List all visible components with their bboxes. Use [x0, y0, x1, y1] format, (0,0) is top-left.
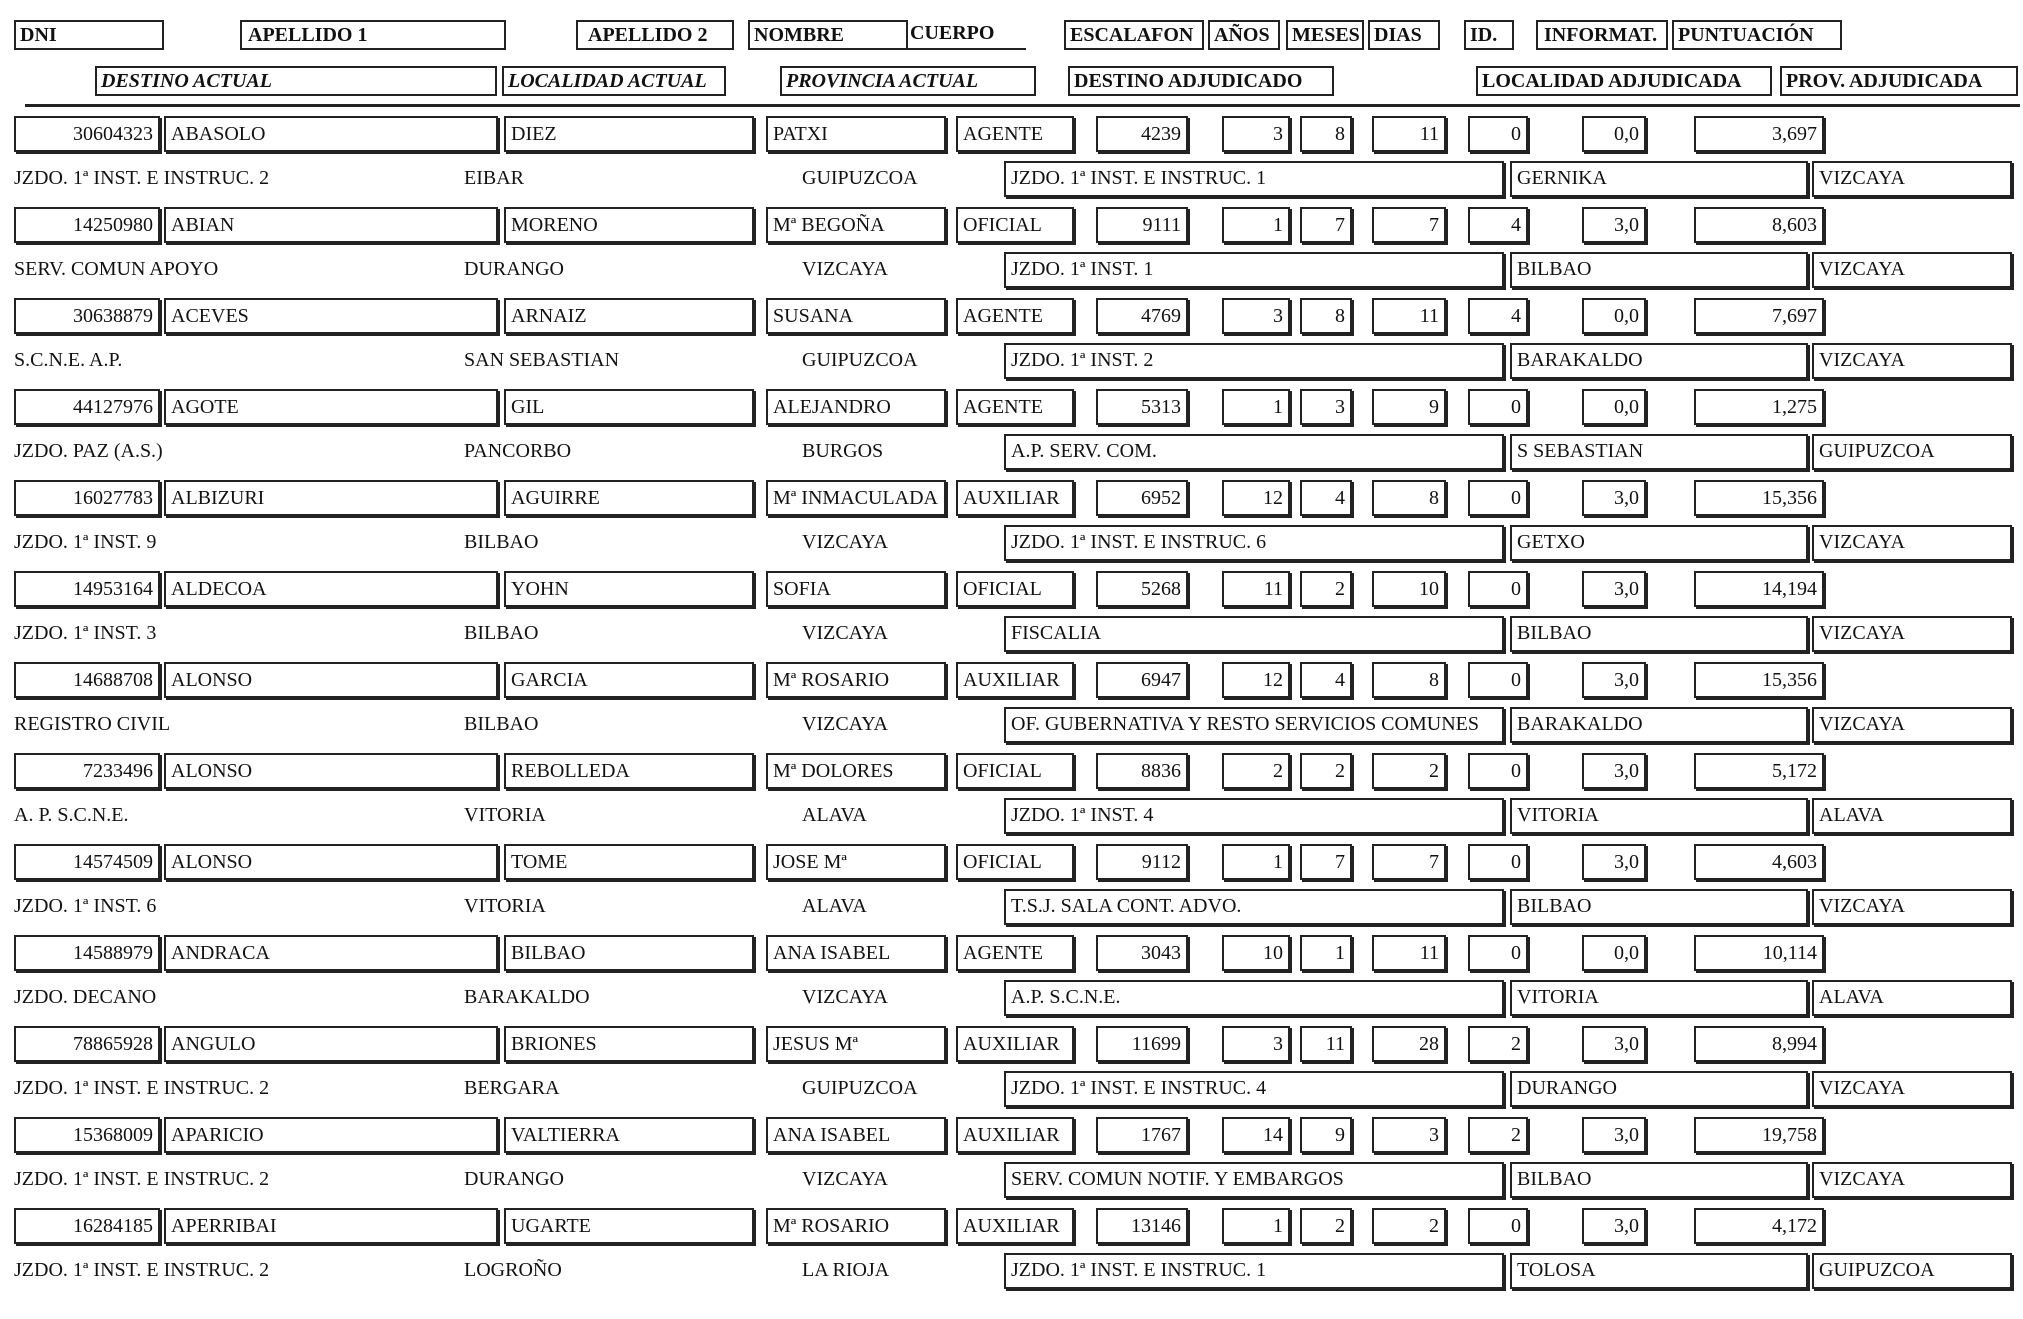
cell-cuerpo: AGENTE — [956, 116, 1074, 152]
cell-informat: 3,0 — [1582, 844, 1646, 880]
cell-cuerpo: AGENTE — [956, 935, 1074, 971]
cell-cuerpo: OFICIAL — [956, 571, 1074, 607]
cell-escalafon: 6947 — [1096, 662, 1188, 698]
cell-puntuacion: 10,114 — [1694, 935, 1824, 971]
cell-dias: 11 — [1372, 116, 1446, 152]
header-localidad-actual: LOCALIDAD ACTUAL — [502, 66, 726, 96]
cell-provincia-actual: GUIPUZCOA — [802, 167, 918, 189]
header-provincia-actual: PROVINCIA ACTUAL — [780, 66, 1036, 96]
cell-prov-adjudicada: VIZCAYA — [1812, 616, 2012, 652]
cell-ap2: MORENO — [504, 207, 754, 243]
cell-nombre: Mª INMACULADA — [766, 480, 946, 516]
cell-localidad-actual: BERGARA — [464, 1077, 560, 1099]
cell-escalafon: 8836 — [1096, 753, 1188, 789]
cell-escalafon: 1767 — [1096, 1117, 1188, 1153]
cell-anos: 1 — [1222, 389, 1290, 425]
cell-meses: 8 — [1300, 116, 1352, 152]
cell-dias: 8 — [1372, 662, 1446, 698]
cell-puntuacion: 3,697 — [1694, 116, 1824, 152]
cell-destino-adjudicado: JZDO. 1ª INST. E INSTRUC. 6 — [1004, 525, 1504, 561]
cell-nombre: Mª DOLORES — [766, 753, 946, 789]
cell-dias: 11 — [1372, 935, 1446, 971]
cell-destino-adjudicado: A.P. S.C.N.E. — [1004, 980, 1504, 1016]
cell-ap2: BRIONES — [504, 1026, 754, 1062]
cell-prov-adjudicada: VIZCAYA — [1812, 889, 2012, 925]
cell-destino-adjudicado: FISCALIA — [1004, 616, 1504, 652]
cell-meses: 9 — [1300, 1117, 1352, 1153]
header-destino-actual: DESTINO ACTUAL — [95, 66, 497, 96]
cell-prov-adjudicada: VIZCAYA — [1812, 343, 2012, 379]
cell-id: 4 — [1468, 298, 1528, 334]
cell-destino-actual: S.C.N.E. A.P. — [14, 349, 123, 371]
cell-dni: 78865928 — [14, 1026, 160, 1062]
cell-id: 0 — [1468, 389, 1528, 425]
cell-dni: 14953164 — [14, 571, 160, 607]
header-meses: MESES — [1286, 20, 1364, 50]
cell-escalafon: 9112 — [1096, 844, 1188, 880]
cell-ap1: APERRIBAI — [164, 1208, 498, 1244]
cell-dias: 3 — [1372, 1117, 1446, 1153]
cell-localidad-adjudicada: BILBAO — [1510, 1162, 1808, 1198]
cell-destino-adjudicado: JZDO. 1ª INST. 2 — [1004, 343, 1504, 379]
cell-destino-actual: JZDO. 1ª INST. E INSTRUC. 2 — [14, 1077, 270, 1099]
cell-localidad-actual: SAN SEBASTIAN — [464, 349, 620, 371]
cell-informat: 3,0 — [1582, 1026, 1646, 1062]
cell-meses: 4 — [1300, 480, 1352, 516]
cell-localidad-adjudicada: BILBAO — [1510, 252, 1808, 288]
header-destino-adjudicado: DESTINO ADJUDICADO — [1068, 66, 1334, 96]
cell-id: 0 — [1468, 935, 1528, 971]
cell-prov-adjudicada: VIZCAYA — [1812, 525, 2012, 561]
cell-puntuacion: 8,994 — [1694, 1026, 1824, 1062]
header-puntuacion: PUNTUACIÓN — [1672, 20, 1842, 50]
cell-destino-adjudicado: OF. GUBERNATIVA Y RESTO SERVICIOS COMUNES — [1004, 707, 1504, 743]
cell-nombre: Mª ROSARIO — [766, 1208, 946, 1244]
cell-id: 0 — [1468, 1208, 1528, 1244]
cell-id: 0 — [1468, 753, 1528, 789]
cell-prov-adjudicada: VIZCAYA — [1812, 252, 2012, 288]
cell-cuerpo: OFICIAL — [956, 753, 1074, 789]
cell-id: 4 — [1468, 207, 1528, 243]
cell-dias: 2 — [1372, 1208, 1446, 1244]
cell-puntuacion: 19,758 — [1694, 1117, 1824, 1153]
cell-provincia-actual: VIZCAYA — [802, 1168, 888, 1190]
cell-localidad-actual: VITORIA — [464, 804, 546, 826]
cell-nombre: Mª ROSARIO — [766, 662, 946, 698]
header-localidad-adjudicada: LOCALIDAD ADJUDICADA — [1476, 66, 1772, 96]
cell-prov-adjudicada: VIZCAYA — [1812, 707, 2012, 743]
cell-prov-adjudicada: VIZCAYA — [1812, 1071, 2012, 1107]
cell-meses: 3 — [1300, 389, 1352, 425]
cell-nombre: SUSANA — [766, 298, 946, 334]
cell-ap2: GARCIA — [504, 662, 754, 698]
cell-ap1: ABASOLO — [164, 116, 498, 152]
cell-informat: 0,0 — [1582, 116, 1646, 152]
cell-nombre: ANA ISABEL — [766, 1117, 946, 1153]
cell-escalafon: 4769 — [1096, 298, 1188, 334]
cell-dias: 28 — [1372, 1026, 1446, 1062]
cell-provincia-actual: BURGOS — [802, 440, 884, 462]
cell-meses: 11 — [1300, 1026, 1352, 1062]
cell-dni: 16027783 — [14, 480, 160, 516]
cell-localidad-adjudicada: BARAKALDO — [1510, 343, 1808, 379]
cell-cuerpo: OFICIAL — [956, 207, 1074, 243]
cell-ap2: DIEZ — [504, 116, 754, 152]
cell-ap1: AGOTE — [164, 389, 498, 425]
cell-prov-adjudicada: ALAVA — [1812, 798, 2012, 834]
cell-localidad-actual: BILBAO — [464, 531, 539, 553]
cell-localidad-adjudicada: GERNIKA — [1510, 161, 1808, 197]
cell-escalafon: 5268 — [1096, 571, 1188, 607]
cell-escalafon: 13146 — [1096, 1208, 1188, 1244]
cell-id: 0 — [1468, 480, 1528, 516]
cell-ap2: REBOLLEDA — [504, 753, 754, 789]
cell-ap1: APARICIO — [164, 1117, 498, 1153]
cell-ap2: GIL — [504, 389, 754, 425]
cell-destino-adjudicado: JZDO. 1ª INST. E INSTRUC. 4 — [1004, 1071, 1504, 1107]
cell-destino-actual: JZDO. DECANO — [14, 986, 157, 1008]
cell-destino-adjudicado: JZDO. 1ª INST. E INSTRUC. 1 — [1004, 161, 1504, 197]
cell-id: 2 — [1468, 1026, 1528, 1062]
cell-dni: 14574509 — [14, 844, 160, 880]
cell-cuerpo: AUXILIAR — [956, 1026, 1074, 1062]
cell-destino-actual: A. P. S.C.N.E. — [14, 804, 129, 826]
cell-nombre: SOFIA — [766, 571, 946, 607]
cell-meses: 1 — [1300, 935, 1352, 971]
header-prov-adjudicada: PROV. ADJUDICADA — [1780, 66, 2018, 96]
cell-ap2: YOHN — [504, 571, 754, 607]
cell-localidad-actual: EIBAR — [464, 167, 524, 189]
cell-puntuacion: 15,356 — [1694, 480, 1824, 516]
cell-dias: 7 — [1372, 844, 1446, 880]
cell-informat: 0,0 — [1582, 298, 1646, 334]
cell-dni: 7233496 — [14, 753, 160, 789]
cell-dias: 7 — [1372, 207, 1446, 243]
header-id: ID. — [1464, 20, 1514, 50]
cell-puntuacion: 14,194 — [1694, 571, 1824, 607]
cell-escalafon: 11699 — [1096, 1026, 1188, 1062]
cell-localidad-actual: DURANGO — [464, 1168, 564, 1190]
cell-anos: 1 — [1222, 1208, 1290, 1244]
cell-provincia-actual: VIZCAYA — [802, 713, 888, 735]
cell-anos: 11 — [1222, 571, 1290, 607]
cell-provincia-actual: GUIPUZCOA — [802, 1077, 918, 1099]
cell-destino-actual: REGISTRO CIVIL — [14, 713, 171, 735]
cell-informat: 3,0 — [1582, 662, 1646, 698]
cell-destino-adjudicado: JZDO. 1ª INST. E INSTRUC. 1 — [1004, 1253, 1504, 1289]
cell-informat: 3,0 — [1582, 1117, 1646, 1153]
cell-anos: 3 — [1222, 116, 1290, 152]
cell-puntuacion: 1,275 — [1694, 389, 1824, 425]
cell-destino-actual: JZDO. 1ª INST. 9 — [14, 531, 157, 553]
cell-provincia-actual: GUIPUZCOA — [802, 349, 918, 371]
cell-anos: 2 — [1222, 753, 1290, 789]
cell-ap1: ANDRACA — [164, 935, 498, 971]
cell-escalafon: 4239 — [1096, 116, 1188, 152]
cell-puntuacion: 4,603 — [1694, 844, 1824, 880]
cell-provincia-actual: ALAVA — [802, 895, 867, 917]
cell-prov-adjudicada: GUIPUZCOA — [1812, 1253, 2012, 1289]
cell-localidad-adjudicada: S SEBASTIAN — [1510, 434, 1808, 470]
cell-provincia-actual: VIZCAYA — [802, 531, 888, 553]
cell-cuerpo: AUXILIAR — [956, 1208, 1074, 1244]
cell-dias: 8 — [1372, 480, 1446, 516]
cell-ap2: AGUIRRE — [504, 480, 754, 516]
cell-localidad-actual: DURANGO — [464, 258, 564, 280]
cell-provincia-actual: VIZCAYA — [802, 258, 888, 280]
cell-informat: 3,0 — [1582, 207, 1646, 243]
cell-dias: 9 — [1372, 389, 1446, 425]
cell-destino-actual: JZDO. 1ª INST. 3 — [14, 622, 157, 644]
cell-localidad-adjudicada: VITORIA — [1510, 798, 1808, 834]
cell-destino-actual: JZDO. 1ª INST. E INSTRUC. 2 — [14, 1168, 270, 1190]
cell-meses: 2 — [1300, 571, 1352, 607]
cell-puntuacion: 15,356 — [1694, 662, 1824, 698]
cell-localidad-actual: PANCORBO — [464, 440, 572, 462]
cell-dias: 2 — [1372, 753, 1446, 789]
cell-destino-actual: SERV. COMUN APOYO — [14, 258, 219, 280]
cell-anos: 3 — [1222, 1026, 1290, 1062]
cell-destino-actual: JZDO. PAZ (A.S.) — [14, 440, 163, 462]
cell-meses: 8 — [1300, 298, 1352, 334]
cell-ap2: UGARTE — [504, 1208, 754, 1244]
cell-meses: 4 — [1300, 662, 1352, 698]
cell-ap1: ALBIZURI — [164, 480, 498, 516]
cell-dni: 44127976 — [14, 389, 160, 425]
cell-informat: 3,0 — [1582, 753, 1646, 789]
cell-localidad-actual: BILBAO — [464, 713, 539, 735]
cell-localidad-actual: BILBAO — [464, 622, 539, 644]
cell-dias: 10 — [1372, 571, 1446, 607]
cell-destino-actual: JZDO. 1ª INST. 6 — [14, 895, 157, 917]
cell-prov-adjudicada: VIZCAYA — [1812, 161, 2012, 197]
cell-localidad-actual: LOGROÑO — [464, 1259, 562, 1281]
cell-localidad-adjudicada: BILBAO — [1510, 889, 1808, 925]
cell-cuerpo: AGENTE — [956, 389, 1074, 425]
cell-escalafon: 9111 — [1096, 207, 1188, 243]
cell-nombre: JOSE Mª — [766, 844, 946, 880]
cell-provincia-actual: VIZCAYA — [802, 622, 888, 644]
cell-cuerpo: AGENTE — [956, 298, 1074, 334]
cell-dias: 11 — [1372, 298, 1446, 334]
header-escalafon: ESCALAFON — [1064, 20, 1204, 50]
cell-prov-adjudicada: VIZCAYA — [1812, 1162, 2012, 1198]
cell-meses: 7 — [1300, 844, 1352, 880]
cell-ap1: ABIAN — [164, 207, 498, 243]
cell-anos: 10 — [1222, 935, 1290, 971]
header-apellido2: APELLIDO 2 — [576, 20, 734, 50]
cell-destino-adjudicado: A.P. SERV. COM. — [1004, 434, 1504, 470]
cell-localidad-adjudicada: GETXO — [1510, 525, 1808, 561]
cell-localidad-actual: BARAKALDO — [464, 986, 590, 1008]
cell-ap2: TOME — [504, 844, 754, 880]
cell-puntuacion: 8,603 — [1694, 207, 1824, 243]
cell-informat: 3,0 — [1582, 571, 1646, 607]
cell-ap1: ALONSO — [164, 662, 498, 698]
cell-localidad-adjudicada: VITORIA — [1510, 980, 1808, 1016]
cell-destino-actual: JZDO. 1ª INST. E INSTRUC. 2 — [14, 167, 270, 189]
cell-cuerpo: AUXILIAR — [956, 480, 1074, 516]
cell-anos: 3 — [1222, 298, 1290, 334]
cell-id: 0 — [1468, 844, 1528, 880]
header-dias: DIAS — [1368, 20, 1440, 50]
cell-id: 2 — [1468, 1117, 1528, 1153]
cell-cuerpo: OFICIAL — [956, 844, 1074, 880]
cell-escalafon: 6952 — [1096, 480, 1188, 516]
cell-id: 0 — [1468, 571, 1528, 607]
cell-dni: 16284185 — [14, 1208, 160, 1244]
cell-dni: 14250980 — [14, 207, 160, 243]
cell-nombre: JESUS Mª — [766, 1026, 946, 1062]
cell-cuerpo: AUXILIAR — [956, 662, 1074, 698]
cell-nombre: PATXI — [766, 116, 946, 152]
cell-nombre: ALEJANDRO — [766, 389, 946, 425]
cell-ap1: ALONSO — [164, 844, 498, 880]
cell-dni: 30638879 — [14, 298, 160, 334]
cell-meses: 7 — [1300, 207, 1352, 243]
cell-destino-adjudicado: JZDO. 1ª INST. 1 — [1004, 252, 1504, 288]
cell-ap2: VALTIERRA — [504, 1117, 754, 1153]
cell-ap1: ANGULO — [164, 1026, 498, 1062]
header-apellido1: APELLIDO 1 — [240, 20, 506, 50]
cell-puntuacion: 7,697 — [1694, 298, 1824, 334]
cell-puntuacion: 5,172 — [1694, 753, 1824, 789]
header-rule — [25, 104, 2020, 107]
cell-localidad-adjudicada: BARAKALDO — [1510, 707, 1808, 743]
cell-destino-adjudicado: JZDO. 1ª INST. 4 — [1004, 798, 1504, 834]
cell-localidad-actual: VITORIA — [464, 895, 546, 917]
cell-nombre: Mª BEGOÑA — [766, 207, 946, 243]
header-nombre: NOMBRE — [748, 20, 908, 50]
cell-dni: 14588979 — [14, 935, 160, 971]
cell-id: 0 — [1468, 662, 1528, 698]
header-cuerpo: CUERPO — [906, 20, 1026, 50]
cell-dni: 30604323 — [14, 116, 160, 152]
cell-prov-adjudicada: ALAVA — [1812, 980, 2012, 1016]
cell-dni: 14688708 — [14, 662, 160, 698]
cell-informat: 0,0 — [1582, 389, 1646, 425]
cell-informat: 3,0 — [1582, 1208, 1646, 1244]
cell-id: 0 — [1468, 116, 1528, 152]
cell-destino-adjudicado: SERV. COMUN NOTIF. Y EMBARGOS — [1004, 1162, 1504, 1198]
cell-puntuacion: 4,172 — [1694, 1208, 1824, 1244]
cell-prov-adjudicada: GUIPUZCOA — [1812, 434, 2012, 470]
cell-anos: 12 — [1222, 480, 1290, 516]
cell-ap2: ARNAIZ — [504, 298, 754, 334]
cell-anos: 14 — [1222, 1117, 1290, 1153]
cell-meses: 2 — [1300, 753, 1352, 789]
cell-dni: 15368009 — [14, 1117, 160, 1153]
cell-ap1: ALONSO — [164, 753, 498, 789]
cell-ap2: BILBAO — [504, 935, 754, 971]
cell-anos: 1 — [1222, 207, 1290, 243]
cell-informat: 0,0 — [1582, 935, 1646, 971]
cell-anos: 1 — [1222, 844, 1290, 880]
cell-escalafon: 3043 — [1096, 935, 1188, 971]
cell-provincia-actual: VIZCAYA — [802, 986, 888, 1008]
cell-localidad-adjudicada: DURANGO — [1510, 1071, 1808, 1107]
cell-provincia-actual: ALAVA — [802, 804, 867, 826]
cell-meses: 2 — [1300, 1208, 1352, 1244]
header-informat: INFORMAT. — [1536, 20, 1668, 50]
cell-nombre: ANA ISABEL — [766, 935, 946, 971]
cell-destino-adjudicado: T.S.J. SALA CONT. ADVO. — [1004, 889, 1504, 925]
cell-localidad-adjudicada: BILBAO — [1510, 616, 1808, 652]
cell-provincia-actual: LA RIOJA — [802, 1259, 890, 1281]
cell-destino-actual: JZDO. 1ª INST. E INSTRUC. 2 — [14, 1259, 270, 1281]
cell-ap1: ACEVES — [164, 298, 498, 334]
header-anos: AÑOS — [1208, 20, 1280, 50]
cell-informat: 3,0 — [1582, 480, 1646, 516]
cell-escalafon: 5313 — [1096, 389, 1188, 425]
header-dni: DNI — [14, 20, 164, 50]
cell-localidad-adjudicada: TOLOSA — [1510, 1253, 1808, 1289]
cell-anos: 12 — [1222, 662, 1290, 698]
cell-cuerpo: AUXILIAR — [956, 1117, 1074, 1153]
cell-ap1: ALDECOA — [164, 571, 498, 607]
